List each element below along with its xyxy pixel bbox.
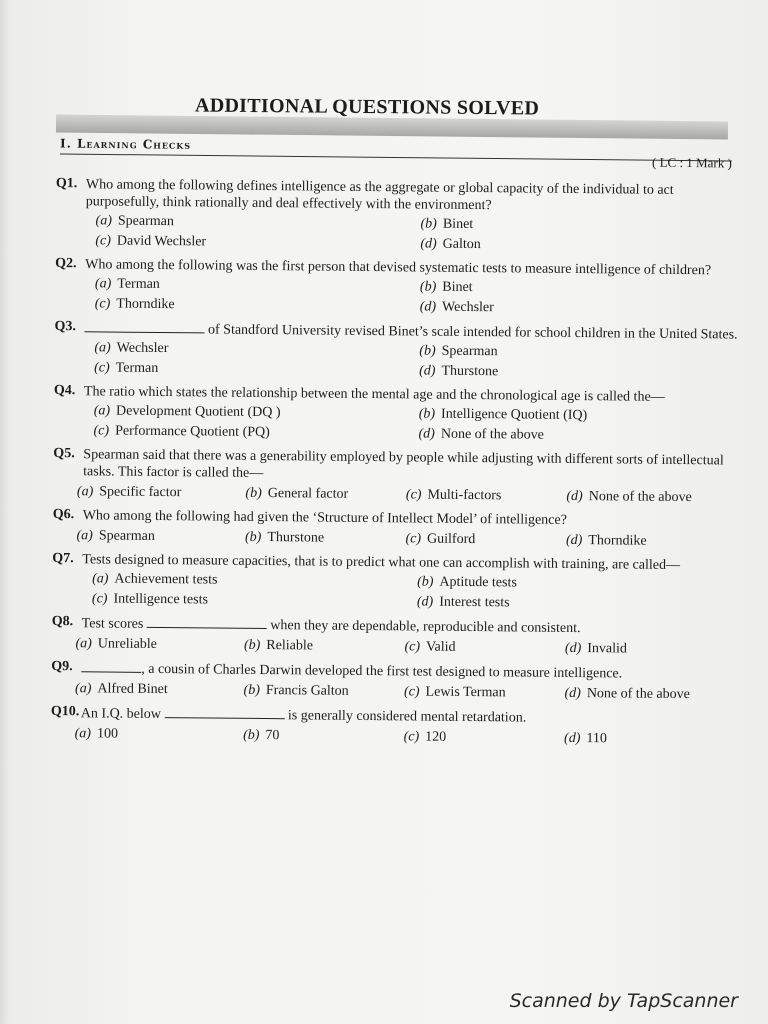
option-item xyxy=(245,484,406,506)
option-letter: (d) xyxy=(564,685,581,702)
option-letter: (b) xyxy=(417,574,434,590)
option-text: Aptitude tests xyxy=(439,574,517,591)
option-item xyxy=(95,294,420,317)
option-item xyxy=(244,636,405,658)
option-text: Invalid xyxy=(587,641,628,657)
fill-in-blank xyxy=(164,705,284,719)
option-item xyxy=(417,592,742,615)
option-letter: (d) xyxy=(419,363,436,379)
option-item xyxy=(245,528,406,550)
option-text: None of the above xyxy=(588,489,692,506)
option-text: Intelligence Quotient (IQ) xyxy=(440,406,588,424)
option-text: Thorndike xyxy=(588,533,647,549)
option-item xyxy=(95,231,420,254)
option-letter: (d) xyxy=(564,730,581,747)
option-letter: (c) xyxy=(405,531,422,547)
options-group xyxy=(53,401,743,448)
option-letter: (b) xyxy=(420,216,437,232)
option-text: Thorndike xyxy=(116,296,175,313)
question-text: of Standford University revised Binet’s scale intended for school children in the United States. xyxy=(207,322,738,343)
option-item xyxy=(566,531,743,553)
option-letter: (b) xyxy=(243,637,261,653)
question-item xyxy=(51,704,741,751)
option-item xyxy=(405,529,566,551)
option-letter: (a) xyxy=(74,726,92,742)
option-item xyxy=(404,727,565,749)
option-item xyxy=(420,235,745,258)
option-text: Development Quotient (DQ ) xyxy=(116,403,281,421)
option-letter: (a) xyxy=(93,403,111,419)
option-text: Achievement tests xyxy=(114,571,218,588)
options-group xyxy=(53,482,743,509)
option-letter: (d) xyxy=(416,594,434,610)
option-text: Spearman xyxy=(98,528,155,544)
question-text-wrap xyxy=(86,176,746,216)
question-text: The ratio which states the relationship between the mental age and the chronological age is called the— xyxy=(83,384,665,405)
option-item xyxy=(419,361,744,384)
question-item xyxy=(52,551,743,616)
question-list xyxy=(50,176,745,756)
option-text: Intelligence tests xyxy=(113,591,209,608)
option-item xyxy=(404,637,565,659)
question-item xyxy=(55,256,746,321)
page-title: ADDITIONAL QUESTIONS SOLVED xyxy=(194,94,540,120)
option-item xyxy=(77,482,246,504)
question-item xyxy=(51,659,741,706)
option-item xyxy=(566,487,743,509)
option-text: David Wechsler xyxy=(116,233,207,250)
option-text: Spearman xyxy=(441,343,498,360)
question-number: Q9. xyxy=(51,658,73,675)
option-text: Thurstone xyxy=(441,363,499,380)
option-text: Wechsler xyxy=(442,299,494,316)
option-text: Galton xyxy=(442,236,481,253)
option-text: None of the above xyxy=(440,426,544,443)
question-number: Q8. xyxy=(51,613,74,630)
option-text: Specific factor xyxy=(99,484,182,501)
option-letter: (d) xyxy=(419,299,437,315)
options-group xyxy=(55,274,745,321)
option-item xyxy=(94,358,419,381)
option-letter: (d) xyxy=(565,532,583,549)
question-number: Q4. xyxy=(53,382,76,399)
scanner-watermark: Scanned by TapScanner xyxy=(509,990,738,1012)
question-number: Q3. xyxy=(54,318,77,335)
question-text: when they are dependable, reproducible and consistent. xyxy=(270,618,581,637)
options-group xyxy=(55,211,745,258)
question-prefix: Test scores xyxy=(81,616,144,632)
options-group xyxy=(51,634,741,661)
option-text: 70 xyxy=(265,728,280,744)
question-text: Who among the following was the first person that devised systematic tests to measure intelligence of children? xyxy=(85,257,712,279)
question-item xyxy=(51,614,741,661)
option-text: Valid xyxy=(425,639,456,655)
option-letter: (c) xyxy=(404,639,421,655)
option-item xyxy=(564,684,741,706)
option-letter: (a) xyxy=(76,528,93,544)
option-item xyxy=(406,485,567,507)
marks-label: ( LC : 1 Mark ) xyxy=(651,154,732,171)
option-item xyxy=(420,297,745,320)
options-group xyxy=(54,338,744,385)
option-item xyxy=(243,726,404,748)
option-letter: (a) xyxy=(75,636,92,652)
option-text: Reliable xyxy=(266,638,314,654)
question-text: is generally considered mental retardation. xyxy=(287,708,527,726)
question-item xyxy=(54,319,745,385)
option-letter: (d) xyxy=(564,640,582,657)
section-title: I. Learning Checks xyxy=(59,136,192,152)
option-item xyxy=(564,729,741,751)
question-head xyxy=(56,176,746,217)
option-letter: (c) xyxy=(403,729,420,745)
section-header xyxy=(59,136,732,171)
option-letter: (b) xyxy=(243,682,260,698)
question-text: Tests designed to measure capacities, that is to predict what one can accomplish with training, are called— xyxy=(82,552,681,574)
option-text: Guilford xyxy=(426,531,476,548)
option-letter: (a) xyxy=(94,276,112,292)
option-text: Francis Galton xyxy=(265,683,349,699)
question-number: Q2. xyxy=(55,255,77,272)
option-letter: (a) xyxy=(95,213,112,229)
question-number: Q5. xyxy=(53,445,75,462)
option-text: 100 xyxy=(96,726,119,742)
option-item xyxy=(243,681,404,703)
option-text: Binet xyxy=(442,216,474,233)
option-item xyxy=(92,589,417,612)
option-text: Multi-factors xyxy=(427,487,502,504)
question-text: Spearman said that there was a generability employed by people while adjusting with different sorts of intellectual tasks. This factor is called the— xyxy=(83,447,724,482)
question-text-wrap xyxy=(83,446,743,486)
option-text: Binet xyxy=(442,279,473,296)
option-item xyxy=(93,421,418,444)
question-text: Who among the following defines intelligence as the aggregate or global capacity of the individual to act purposefully, think rationally and deal effectively with the environment? xyxy=(85,177,674,214)
option-text: None of the above xyxy=(586,686,690,703)
option-letter: (c) xyxy=(94,360,110,376)
option-letter: (c) xyxy=(403,684,420,700)
option-letter: (c) xyxy=(91,591,108,607)
options-group xyxy=(52,569,742,616)
question-text: Who among the following had given the ‘Structure of Intellect Model’ of intelligence? xyxy=(82,508,567,528)
option-letter: (b) xyxy=(245,485,262,501)
question-prefix: An I.Q. below xyxy=(80,706,162,723)
option-text: Lewis Terman xyxy=(425,684,506,701)
option-text: Terman xyxy=(115,360,159,376)
question-text: , a cousin of Charles Darwin developed the first test designed to measure intelligence. xyxy=(141,661,623,682)
options-group xyxy=(51,679,741,706)
question-item xyxy=(53,383,744,448)
options-group xyxy=(51,724,741,751)
option-letter: (c) xyxy=(94,296,111,312)
option-item xyxy=(565,639,742,661)
question-head xyxy=(53,446,743,487)
option-letter: (b) xyxy=(419,343,436,359)
option-text: Wechsler xyxy=(116,340,169,357)
option-letter: (b) xyxy=(419,279,437,295)
option-letter: (d) xyxy=(420,236,437,252)
options-group xyxy=(52,526,742,553)
option-item xyxy=(75,679,244,701)
option-letter: (b) xyxy=(243,727,260,743)
question-number: Q7. xyxy=(52,550,74,567)
option-text: General factor xyxy=(267,486,349,502)
option-letter: (d) xyxy=(418,426,435,442)
option-letter: (b) xyxy=(418,406,436,422)
question-number: Q6. xyxy=(52,506,75,523)
option-text: 110 xyxy=(586,731,607,747)
page-edge-shadow xyxy=(0,0,10,1024)
option-item xyxy=(75,724,244,746)
question-number: Q10. xyxy=(50,703,80,720)
option-letter: (c) xyxy=(95,233,111,249)
option-text: Alfred Binet xyxy=(97,681,168,698)
option-text: Performance Quotient (PQ) xyxy=(115,423,270,441)
option-item xyxy=(404,682,565,704)
option-letter: (a) xyxy=(94,340,111,356)
option-item xyxy=(76,526,245,548)
option-letter: (a) xyxy=(76,484,94,500)
question-number: Q1. xyxy=(55,176,78,192)
option-item xyxy=(418,424,743,447)
fill-in-blank xyxy=(81,659,141,673)
option-text: Thurstone xyxy=(267,530,325,546)
option-letter: (a) xyxy=(92,571,109,587)
option-letter: (a) xyxy=(75,681,92,697)
fill-in-blank xyxy=(147,615,267,629)
option-text: Spearman xyxy=(117,213,174,230)
option-text: Terman xyxy=(117,276,160,293)
option-letter: (c) xyxy=(405,487,422,503)
option-letter: (d) xyxy=(566,488,583,505)
fill-in-blank xyxy=(85,319,205,333)
question-item xyxy=(53,446,744,509)
option-text: 120 xyxy=(425,729,447,745)
option-text: Unreliable xyxy=(97,636,158,652)
question-item xyxy=(52,507,742,553)
question-item xyxy=(55,176,746,258)
option-text: Interest tests xyxy=(439,594,510,611)
option-item xyxy=(75,634,244,656)
option-letter: (c) xyxy=(93,423,110,439)
option-letter: (b) xyxy=(244,529,262,545)
